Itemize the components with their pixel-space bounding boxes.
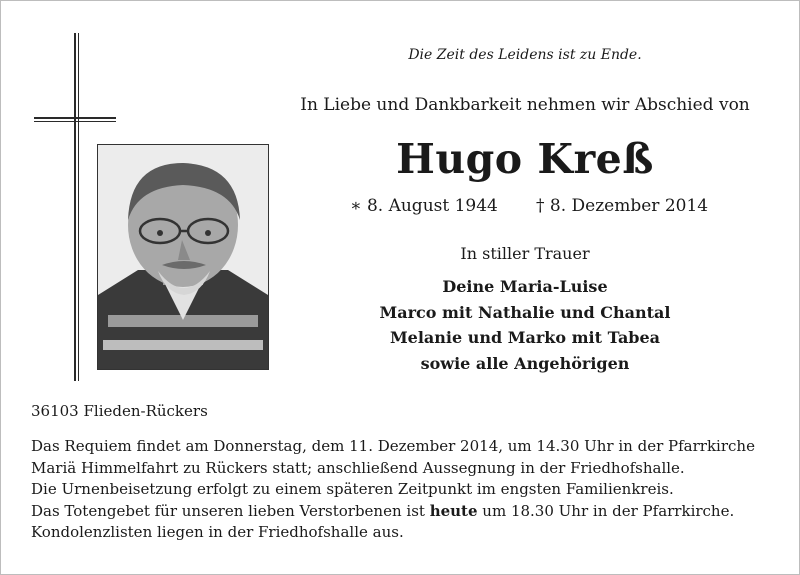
emphasis-today: heute — [429, 501, 478, 520]
detail-line: Die Urnenbeisetzung erfolgt zu einem späteren Zeitpunkt im engsten Familienkreis. — [31, 480, 674, 498]
birth-date: ∗ 8. August 1944 — [350, 196, 498, 216]
death-date: † 8. Dezember 2014 — [536, 196, 709, 216]
quote-line: Die Zeit des Leidens ist zu Ende. — [408, 47, 642, 63]
detail-line: Kondolenzlisten liegen in der Friedhofshalle aus. — [31, 523, 404, 541]
address-line: 36103 Flieden-Rückers — [31, 402, 208, 420]
mourner-name: sowie alle Angehörigen — [420, 353, 630, 373]
mourners-intro: In stiller Trauer — [460, 244, 590, 263]
detail-line: Mariä Himmelfahrt zu Rückers statt; anschließend Aussegnung in der Friedhofshalle. — [31, 458, 685, 477]
farewell-intro: In Liebe und Dankbarkeit nehmen wir Abschied von — [300, 95, 750, 115]
detail-line: Das Totengebet für unseren lieben Verstorbenen ist heute um 18.30 Uhr in der Pfarrkirche. — [31, 501, 735, 520]
detail-line: Das Requiem findet am Donnerstag, dem 11. Dezember 2014, um 14.30 Uhr in der Pfarrkirche — [31, 437, 755, 455]
service-details — [31, 436, 772, 544]
mourner-name: Melanie und Marko mit Tabea — [389, 328, 661, 347]
deceased-name: Hugo Kreß — [396, 135, 654, 183]
mourner-name: Marco mit Nathalie und Chantal — [379, 302, 671, 322]
mourners-list — [290, 274, 760, 376]
mourner-name: Deine Maria-Luise — [442, 277, 608, 296]
portrait-photo — [97, 144, 269, 370]
